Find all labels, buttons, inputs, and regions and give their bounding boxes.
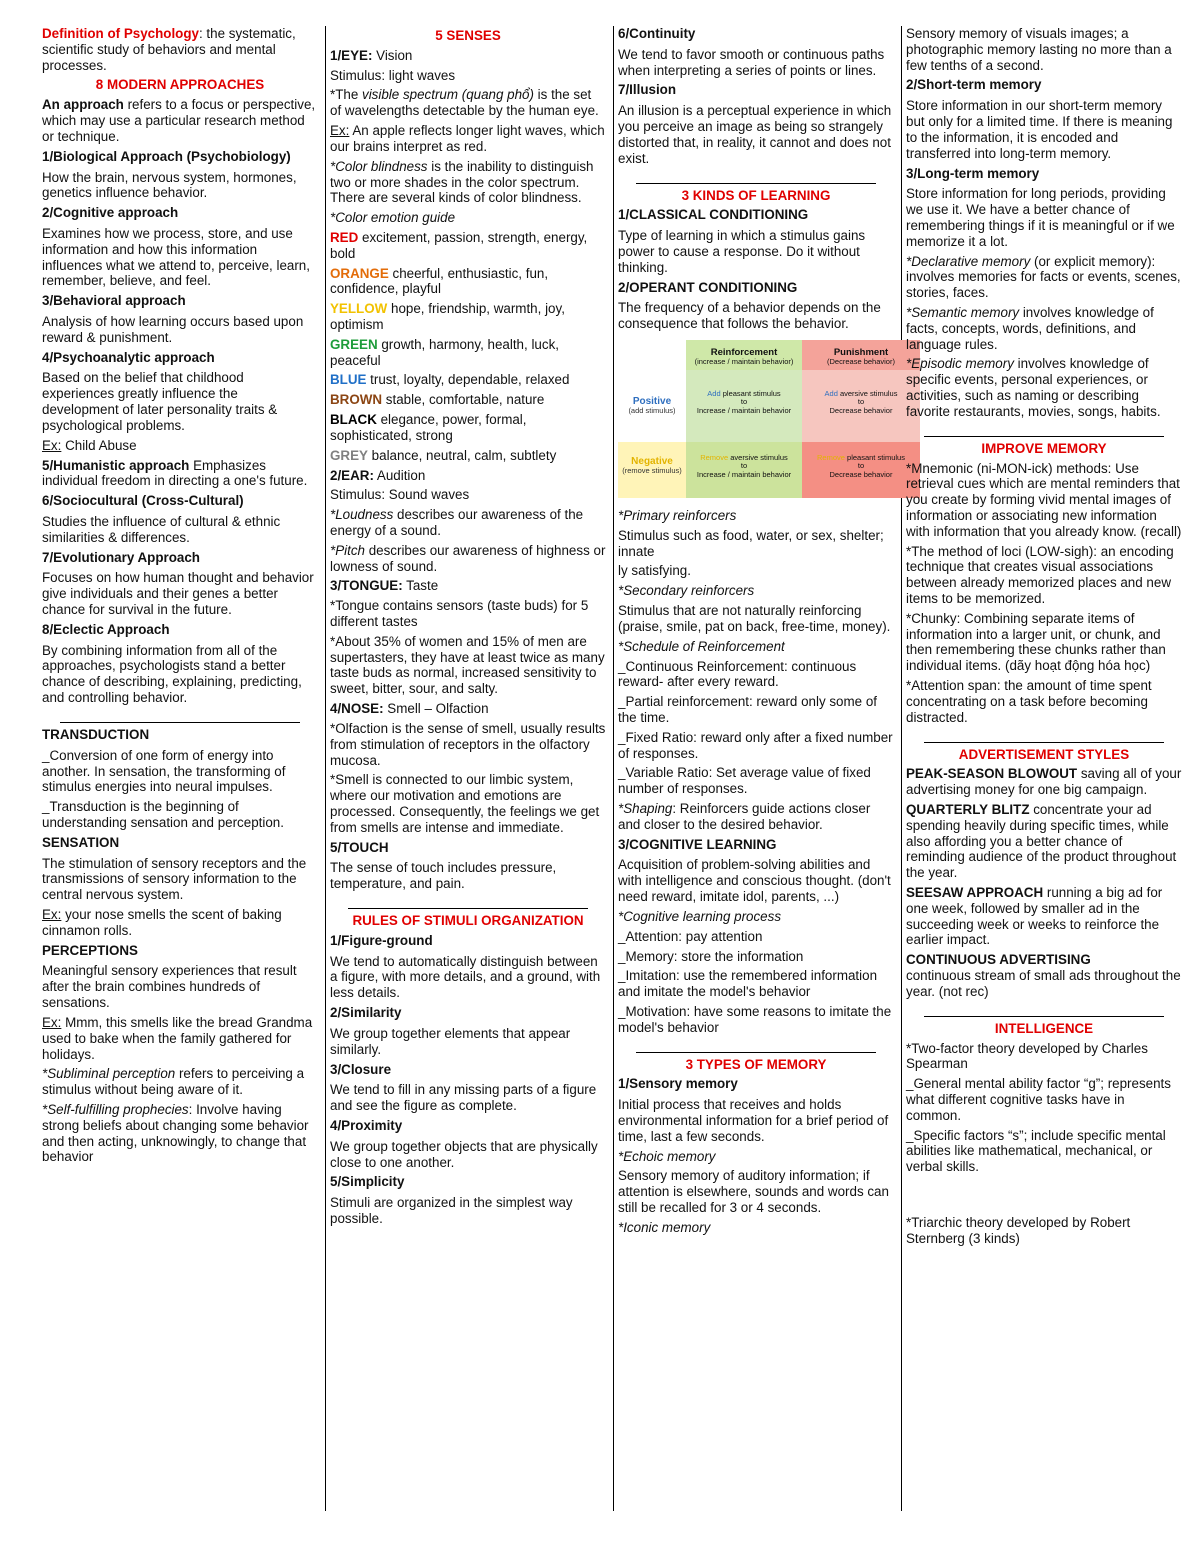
rule-title: 5/Simplicity	[330, 1174, 405, 1190]
topic-title: PERCEPTIONS	[42, 942, 138, 958]
topic-text: _Conversion of one form of energy into another. In sensation, the transforming of stimulus energies into neural impulses.	[42, 747, 286, 795]
rule-text: We tend to automatically distinguish between a figure, with more details, and a ground, with less details.	[330, 953, 601, 1001]
color-item: GREEN growth, harmony, health, luck, peaceful	[330, 336, 559, 368]
ad-style: QUARTERLY BLITZ concentrate your ad spending heavily during specific times, while also affording you a better chance of reminding audience of the product throughout the year.	[906, 801, 1177, 881]
rule-title: 4/Proximity	[330, 1117, 403, 1133]
color-item: BLACK elegance, power, formal, sophisticated, strong	[330, 412, 527, 443]
table-row-negative: Negative (remove stimulus)	[618, 442, 686, 498]
term-text: ly satisfying.	[618, 563, 691, 579]
sense-text: *Tongue contains sensors (taste buds) for 5 different tastes	[330, 598, 589, 629]
approach-title: 2/Cognitive approach	[42, 205, 179, 221]
sense-text: The sense of touch includes pressure, temperature, and pain.	[330, 860, 557, 892]
column-divider	[325, 26, 326, 1511]
approach-text: Examines how we process, store, and use information and how this information influences what we attend to, perceive, learn, remember, believe, and feel.	[42, 225, 310, 289]
term-text: _Motivation: have some reasons to imitate the model's behavior	[618, 1003, 892, 1035]
approach-text: How the brain, nervous system, hormones, genetics influence behavior.	[42, 169, 297, 201]
memory-title: 2/Short-term memory	[906, 77, 1042, 93]
color-item: ORANGE cheerful, enthusiastic, fun, confidence, playful	[330, 265, 549, 297]
term-text: _Fixed Ratio: reward only after a fixed number of responses.	[618, 729, 893, 761]
approach-text: Studies the influence of cultural & ethnic similarities & differences.	[42, 513, 281, 545]
table-row-positive: Positive (add stimulus)	[618, 370, 686, 442]
sense-title: 1/EYE: Vision	[330, 47, 413, 63]
approach-title: 8/Eclectic Approach	[42, 621, 170, 637]
memory-text: Initial process that receives and holds environmental information for a brief period of time, last a few seconds.	[618, 1097, 889, 1144]
rule-title: 7/Illusion	[618, 82, 677, 98]
rule-title: 6/Continuity	[618, 26, 696, 41]
memory-title: 3/Long-term memory	[906, 165, 1040, 181]
ad-style-title: CONTINUOUS ADVERTISING	[906, 952, 1091, 968]
section-divider	[60, 722, 300, 723]
approach-title: 7/Evolutionary Approach	[42, 549, 200, 565]
sense-text: *Color emotion guide	[330, 210, 456, 226]
term-text: _Attention: pay attention	[618, 928, 763, 944]
table-cell: Remove aversive stimulus to Increase / maintain behavior	[686, 442, 802, 498]
rule-title: 2/Similarity	[330, 1005, 402, 1021]
approach-text: 5/Humanistic approach Emphasizes individual freedom in directing a one's future.	[42, 457, 308, 489]
term-text: _Partial reinforcement: reward only some of the time.	[618, 694, 877, 725]
term-text: Stimulus such as food, water, or sex, shelter; innate	[618, 527, 884, 559]
term-text: _Continuous Reinforcement: continuous reward- after every reward.	[618, 658, 857, 690]
column-divider	[901, 26, 902, 1511]
definition-paragraph: Definition of Psychology: the systematic, scientific study of behaviors and mental processes.	[42, 26, 296, 73]
learning-text: The frequency of a behavior depends on the consequence that follows the behavior.	[618, 300, 881, 332]
sense-text: *Smell is connected to our limbic system, where our motivation and emotions are processed. Consequently, the feelings we get from smells are intense and immediate.	[330, 772, 600, 835]
term-line: *Primary reinforcers	[618, 508, 737, 523]
approach-text: Based on the belief that childhood experiences greatly influence the development of later personality traits & psychological problems.	[42, 370, 278, 433]
sense-title: 4/NOSE: Smell – Olfaction	[330, 701, 489, 717]
learning-title: 3/COGNITIVE LEARNING	[618, 836, 777, 852]
rule-text: We group together objects that are physically close to one another.	[330, 1138, 598, 1170]
memory-text: *Declarative memory (or explicit memory): involves memories for facts or events, scenes, stories, faces.	[906, 253, 1181, 301]
term-line: *Secondary reinforcers	[618, 583, 755, 599]
term-line: *Echoic memory	[618, 1148, 716, 1164]
approach-text: Focuses on how human thought and behavior give individuals and their genes a better chance for survival in the future.	[42, 570, 314, 617]
sense-text: Stimulus: Sound waves	[330, 487, 470, 503]
approach-text: Analysis of how learning occurs based upon reward & punishment.	[42, 314, 304, 345]
intel-item: _General mental ability factor “g”; represents what different cognitive tasks have in common.	[906, 1076, 1171, 1123]
definition-term: Definition of Psychology	[42, 26, 199, 41]
rule-text: Stimuli are organized in the simplest way possible.	[330, 1195, 573, 1226]
column-1	[42, 26, 318, 1169]
section-heading: IMPROVE MEMORY	[981, 440, 1107, 456]
section-divider	[924, 742, 1164, 743]
table-header-reinforcement: Reinforcement (increase / maintain behavior)	[686, 340, 802, 370]
learning-title: 2/OPERANT CONDITIONING	[618, 279, 798, 295]
example-line: Ex: Child Abuse	[42, 437, 137, 453]
learning-title: 1/CLASSICAL CONDITIONING	[618, 207, 809, 223]
column-4	[906, 26, 1182, 1251]
sense-title: 2/EAR: Audition	[330, 467, 426, 483]
approach-title: 1/Biological Approach (Psychobiology)	[42, 148, 291, 164]
section-heading: RULES OF STIMULI ORGANIZATION	[352, 913, 584, 928]
sense-text: *Loudness describes our awareness of the energy of a sound.	[330, 507, 584, 538]
section-divider	[348, 908, 588, 909]
example-line: Ex: Mmm, this smells like the bread Grandma used to bake when the family gathered for holidays.	[42, 1014, 313, 1062]
rule-text: We group together elements that appear similarly.	[330, 1025, 571, 1057]
term-text: _Memory: store the information	[618, 948, 804, 964]
sense-text: *About 35% of women and 15% of men are supertasters, they have at least twice as many taste buds as normal, increased sensitivity to sweet, bitter, sour, and salty.	[330, 633, 605, 697]
ad-style: PEAK-SEASON BLOWOUT saving all of your advertising money for one big campaign.	[906, 766, 1182, 798]
color-item: GREY balance, neutral, calm, subtlety	[330, 447, 557, 463]
intel-item: *Two-factor theory developed by Charles Spearman	[906, 1040, 1148, 1072]
color-item: BLUE trust, loyalty, dependable, relaxed	[330, 372, 570, 388]
memory-text: Sensory memory of auditory information; if attention is elsewhere, sounds and words can still be recalled for 3 or 4 seconds.	[618, 1168, 889, 1216]
intel-item: _Specific factors “s”; include specific mental abilities like mathematical, mechanical, or verbal skills.	[906, 1127, 1166, 1175]
example-line: Ex: your nose smells the scent of baking cinnamon rolls.	[42, 907, 282, 938]
column-3	[618, 26, 905, 1240]
memory-text: *Episodic memory involves knowledge of specific events, personal experiences, or activities, such as naming or describing favorite restaurants, movies, songs, habits.	[906, 356, 1161, 419]
improve-item: *Mnemonic (ni-MON-ick) methods: Use retrieval cues which are mental reminders that you create by forming vivid mental images of information or associating new information with information that you already know. (recall)	[906, 460, 1182, 539]
sense-text: *The visible spectrum (quang phổ) is the set of wavelengths detectable by the human eye.	[330, 87, 599, 119]
learning-text: Acquisition of problem-solving abilities and with intelligence and conscious thought. (don't need reward, imitate idol, parents, ...)	[618, 857, 891, 905]
rule-title: 1/Figure-ground	[330, 932, 433, 948]
section-heading: 3 KINDS OF LEARNING	[681, 187, 831, 203]
sense-title: 3/TONGUE: Taste	[330, 578, 439, 594]
memory-text: Sensory memory of visuals images; a photographic memory lasting no more than a few tenths of a second.	[906, 26, 1172, 73]
topic-text: Meaningful sensory experiences that result after the brain combines hundreds of sensations.	[42, 963, 297, 1011]
topic-title: SENSATION	[42, 834, 120, 850]
section-divider	[636, 1052, 876, 1053]
topic-text: _Transduction is the beginning of understanding sensation and perception.	[42, 799, 284, 830]
term-text: _Imitation: use the remembered information and imitate the model's behavior	[618, 968, 878, 1000]
color-item: YELLOW hope, friendship, warmth, joy, optimism	[330, 301, 565, 332]
section-heading: 3 TYPES OF MEMORY	[685, 1056, 827, 1072]
memory-text: Store information for long periods, providing we use it. We have a better chance of remembering things if it is meaningful or if we memorize it a lot.	[906, 186, 1175, 249]
reinforcement-table	[618, 340, 922, 498]
example-line: Ex: An apple reflects longer light waves, which our brains interpret as red.	[330, 123, 605, 154]
section-heading: 5 SENSES	[435, 28, 501, 43]
improve-item: *The method of loci (LOW-sigh): an encoding technique that creates visual associations between already memorized places and new items to be memorized.	[906, 543, 1174, 606]
learning-text: Type of learning in which a stimulus gains power to cause a response. Do it without thinking.	[618, 228, 866, 275]
section-divider	[924, 436, 1164, 437]
section-heading: INTELLIGENCE	[994, 1020, 1094, 1036]
sense-text: *Pitch describes our awareness of highness or lowness of sound.	[330, 542, 606, 574]
improve-item: *Attention span: the amount of time spent concentrating on a task before becoming distracted.	[906, 678, 1152, 725]
approach-title: 6/Sociocultural (Cross-Cultural)	[42, 493, 244, 509]
section-heading: 8 MODERN APPROACHES	[95, 77, 265, 93]
improve-item: *Chunky: Combining separate items of information into a larger unit, or chunk, and then remembering these chunks rather than individual items. (dãy hoạt động hóa học)	[906, 610, 1166, 674]
rule-text: We tend to favor smooth or continuous paths when interpreting a series of points or lines.	[618, 46, 885, 78]
rule-text: An illusion is a perceptual experience in which you perceive an image as being so strangely distorted that, in reality, it cannot and does not exist.	[618, 103, 892, 166]
approach-text: By combining information from all of the approaches, psychologists stand a better chance of describing, explaining, predicting, and controlling behavior.	[42, 642, 302, 706]
term-text: _Variable Ratio: Set average value of fixed number of responses.	[618, 765, 871, 797]
table-cell: Add aversive stimulus to Decrease behavior	[802, 370, 920, 442]
approach-title: 3/Behavioral approach	[42, 293, 186, 309]
ad-style-text: continuous stream of small ads throughout the year. (not rec)	[906, 968, 1181, 999]
rule-title: 3/Closure	[330, 1061, 392, 1077]
table-cell: Remove pleasant stimulus to Decrease behavior	[802, 442, 920, 498]
section-heading: ADVERTISEMENT STYLES	[958, 746, 1130, 762]
sense-title: 5/TOUCH	[330, 839, 389, 855]
term-line: *Schedule of Reinforcement	[618, 638, 785, 654]
approach-paragraph: An approach refers to a focus or perspective, which may use a particular research method or technique.	[42, 97, 316, 144]
column-divider	[613, 26, 614, 1511]
color-item: RED excitement, passion, strength, energy, bold	[330, 229, 588, 261]
topic-text: The stimulation of sensory receptors and the transmissions of sensory information to the central nervous system.	[42, 855, 307, 903]
term-text: *Shaping: Reinforcers guide actions closer and closer to the desired behavior.	[618, 801, 871, 832]
topic-title: TRANSDUCTION	[42, 726, 150, 742]
section-divider	[924, 1016, 1164, 1017]
sense-text: *Olfaction is the sense of smell, usually results from stimulation of receptors in the olfactory mucosa.	[330, 720, 606, 768]
table-cell: Add pleasant stimulus to Increase / maintain behavior	[686, 370, 802, 442]
topic-text: *Subliminal perception refers to perceiving a stimulus without being aware of it.	[42, 1066, 305, 1098]
approach-title: 4/Psychoanalytic approach	[42, 349, 215, 365]
intel-item: *Triarchic theory developed by Robert Sternberg (3 kinds)	[906, 1215, 1131, 1246]
sense-text: Stimulus: light waves	[330, 67, 456, 83]
table-header-punishment: Punishment (Decrease behavior)	[802, 340, 920, 370]
memory-text: *Semantic memory involves knowledge of facts, concepts, words, definitions, and language rules.	[906, 305, 1154, 352]
ad-style: SEESAW APPROACH running a big ad for one week, followed by smaller ad in the succeeding week or weeks to reinforce the earlier impact.	[906, 885, 1163, 948]
color-item: BROWN stable, comfortable, nature	[330, 392, 545, 408]
sense-text: *Color blindness is the inability to distinguish two or more shades in the color spectrum. There are several kinds of color blindness.	[330, 158, 594, 206]
section-divider	[636, 183, 876, 184]
column-2	[330, 26, 606, 1231]
memory-text: Store information in our short-term memory but only for a limited time. If there is meaning to the information, it is encoded and transferred into long-term memory.	[906, 98, 1173, 161]
term-line: *Cognitive learning process	[618, 908, 782, 924]
term-line: *Iconic memory	[618, 1219, 711, 1235]
rule-text: We tend to fill in any missing parts of a figure and see the figure as complete.	[330, 1082, 597, 1114]
memory-title: 1/Sensory memory	[618, 1076, 738, 1092]
term-text: Stimulus that are not naturally reinforcing (praise, smile, pat on back, free-time, money).	[618, 603, 891, 634]
topic-text: *Self-fulfilling prophecies: Involve having strong beliefs about changing some behavior and then acting, unknowingly, to change that behavior	[42, 1101, 309, 1165]
